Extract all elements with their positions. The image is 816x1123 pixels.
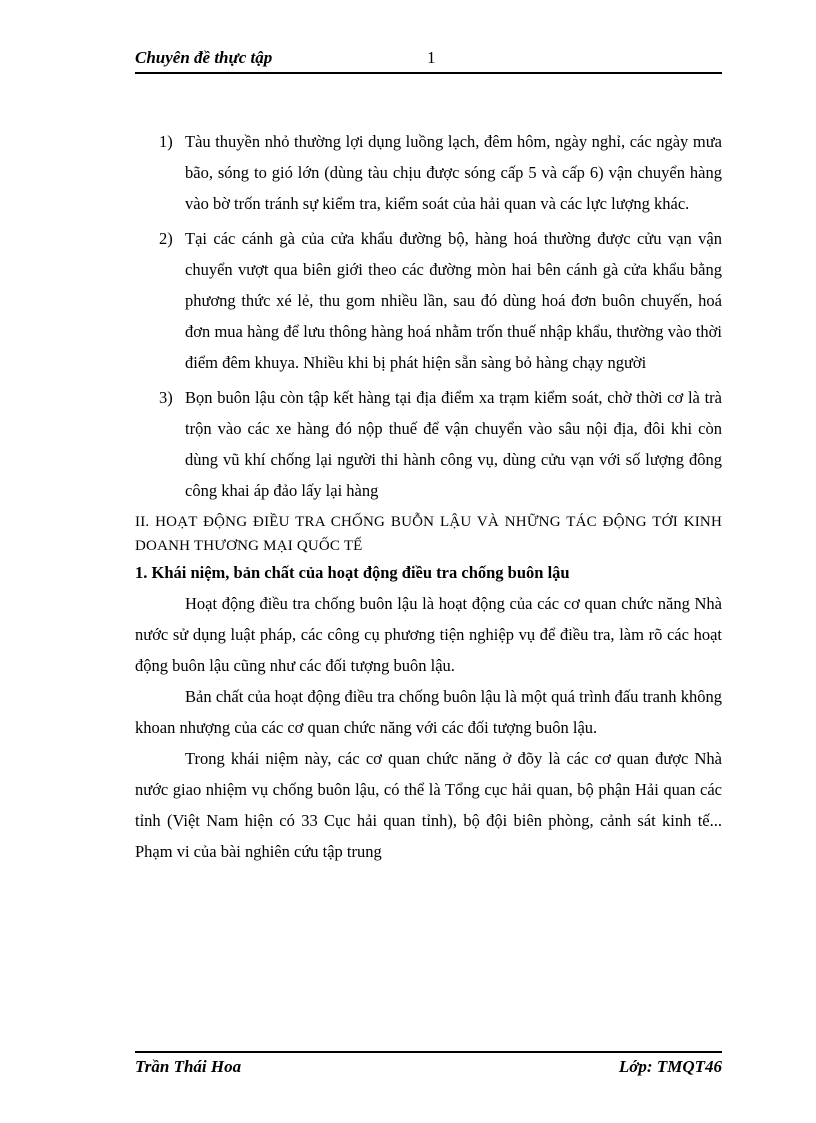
paragraph: Hoạt động điều tra chống buôn lậu là hoạt động của các cơ quan chức năng Nhà nước sử dụng luật pháp, các công cụ phương tiện nghiệp vụ để điều tra, làm rõ các hoạt động buôn lậu cũng như các đối tượng buôn lậu.	[135, 594, 722, 675]
list-item	[135, 223, 722, 378]
footer-author: Trần Thái Hoa	[135, 1057, 242, 1076]
list-item	[135, 126, 722, 219]
list-item-text: Bọn buôn lậu còn tập kết hàng tại địa điểm xa trạm kiểm soát, chờ thời cơ là trà trộn vào các xe hàng đó nộp thuế để vận chuyển vào sâu nội địa, đôi khi còn dùng vũ khí chống lại người thi hành công vụ, dùng cửu vạn với số lượng đông công khai áp đảo lấy lại hàng	[185, 388, 722, 500]
paragraph: Bản chất của hoạt động điều tra chống buôn lậu là một quá trình đấu tranh không khoan nhượng của các cơ quan chức năng với các đối tượng buôn lậu.	[135, 687, 722, 737]
list-item-number: 3)	[159, 388, 173, 407]
footer-class: Lớp: TMQT46	[618, 1057, 722, 1076]
page-footer	[135, 1051, 722, 1079]
page-content	[135, 126, 722, 867]
header-title: Chuyên đề thực tập	[135, 48, 273, 67]
subsection-heading: 1. Khái niệm, bản chất của hoạt động điều tra chống buôn lậu	[135, 563, 570, 582]
page-number: 1	[427, 48, 436, 67]
paragraph: Trong khái niệm này, các cơ quan chức năng ở đõy là các cơ quan được Nhà nước giao nhiệm vụ chống buôn lậu, có thể là Tổng cục hải quan, bộ phận Hải quan các tỉnh (Việt Nam hiện có 33 Cục hải quan tỉnh), bộ đội biên phòng, cảnh sát kinh tế... Phạm vi của bài nghiên cứu tập trung	[135, 749, 722, 861]
numbered-list	[135, 126, 722, 506]
section-heading: II. HOẠT ĐỘNG ĐIỀU TRA CHỐNG BUỖN LẬU VÀ NHỮNG TÁC ĐỘNG TỚI KINH DOANH THƯƠNG MẠI QUỐC TẾ	[135, 514, 722, 554]
list-item	[135, 382, 722, 506]
list-item-text: Tại các cánh gà của cửa khẩu đường bộ, hàng hoá thường được cửu vạn vận chuyển vượt qua biên giới theo các đường mòn hai bên cánh gà cửa khẩu bằng phương thức xé lẻ, thu gom nhiều lần, sau đó dùng hoá đơn buôn chuyến, hoá đơn mua hàng để lưu thông hàng hoá nhằm trốn thuế nhập khẩu, thường vào thời điểm đêm khuya. Nhiều khi bị phát hiện sẵn sàng bỏ hàng chạy người	[185, 229, 722, 372]
list-item-number: 1)	[159, 132, 173, 151]
list-item-text: Tàu thuyền nhỏ thường lợi dụng luồng lạch, đêm hôm, ngày nghỉ, các ngày mưa bão, sóng to gió lớn (dùng tàu chịu được sóng cấp 5 và cấp 6) vận chuyển hàng vào bờ trốn tránh sự kiểm tra, kiểm soát của hải quan và các lực lượng khác.	[185, 132, 722, 213]
list-item-number: 2)	[159, 229, 173, 248]
page-header	[135, 48, 722, 74]
